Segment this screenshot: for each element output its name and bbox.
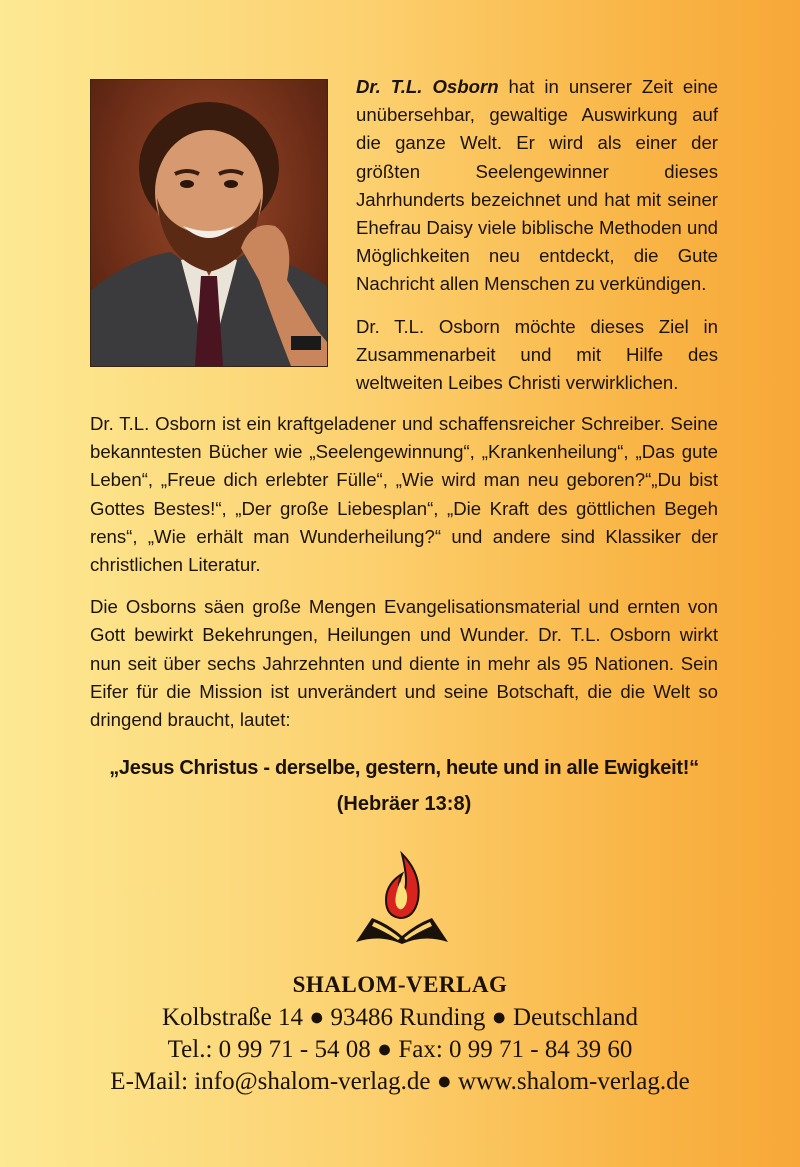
- flame-over-open-book-icon: [352, 848, 454, 950]
- mission-paragraph: Die Osborns säen große Mengen Evangelisationsmaterial und ernten von Gott bewirkt Bekehrungen, Heilungen und Wunder. Dr. T.L. Osborn wirkt nun seit über sechs Jahrzehnten und diente in mehr als 95 Nationen. Sein Eifer für die Mission ist unverändert und seine Botschaft, die die Welt so dringend braucht, lautet:: [90, 596, 718, 731]
- publisher-phone-fax: Tel.: 0 99 71 - 54 08 ● Fax: 0 99 71 - 84 39 60: [167, 1036, 633, 1063]
- publisher-block: [0, 968, 800, 1098]
- intro-paragraph-1-text: hat in unserer Zeit eine unübersehbar, gewaltige Auswirkung auf die ganze Welt. Er wird als einer der größten Seelengewinner dieses Jahrhunderts bezeichnet und hat mit seiner Ehefrau Daisy viele biblische Methoden und Möglichkeiten neu entdeckt, die Gute Nachricht allen Menschen zu verkündigen.: [356, 76, 719, 295]
- publisher-address: Kolbstraße 14 ● 93486 Runding ● Deutschland: [162, 1004, 638, 1031]
- intro-paragraph-2: Dr. T.L. Osborn möchte dieses Ziel in Zusammenarbeit und mit Hilfe des weltweiten Leibes Christi verwirklichen.: [356, 315, 718, 394]
- publisher-email-web: E-Mail: info@shalom-verlag.de ● www.shalom-verlag.de: [110, 1068, 690, 1095]
- main-text: [90, 410, 718, 748]
- author-name: Dr. T.L. Osborn: [356, 76, 499, 97]
- portrait-photo-icon: [91, 80, 327, 366]
- bible-reference: (Hebräer 13:8): [336, 793, 472, 815]
- intro-text: [356, 73, 718, 411]
- bible-quote: „Jesus Christus - derselbe, gestern, heute und in alle Ewigkeit!“: [109, 757, 699, 779]
- author-portrait: [90, 79, 328, 367]
- publisher-name: SHALOM-VERLAG: [292, 972, 508, 997]
- intro-paragraph-1: [356, 73, 718, 299]
- books-paragraph: Dr. T.L. Osborn ist ein kraftgeladener und schaffensreicher Schreiber. Seine bekanntesten Bücher wie „Seelengewinnung“, „Krankenheilung“, „Das gute Leben“, „Freue dich erlebter Fülle“, „Wie wird man neu geboren?“„Du bist Gottes Bestes!“, „Der große Liebesplan“, „Die Kraft des göttlichen Begeh rens“, „Wie erhält man Wunderheilung?“ und andere sind Klassiker der christlichen Literatur.: [90, 413, 718, 576]
